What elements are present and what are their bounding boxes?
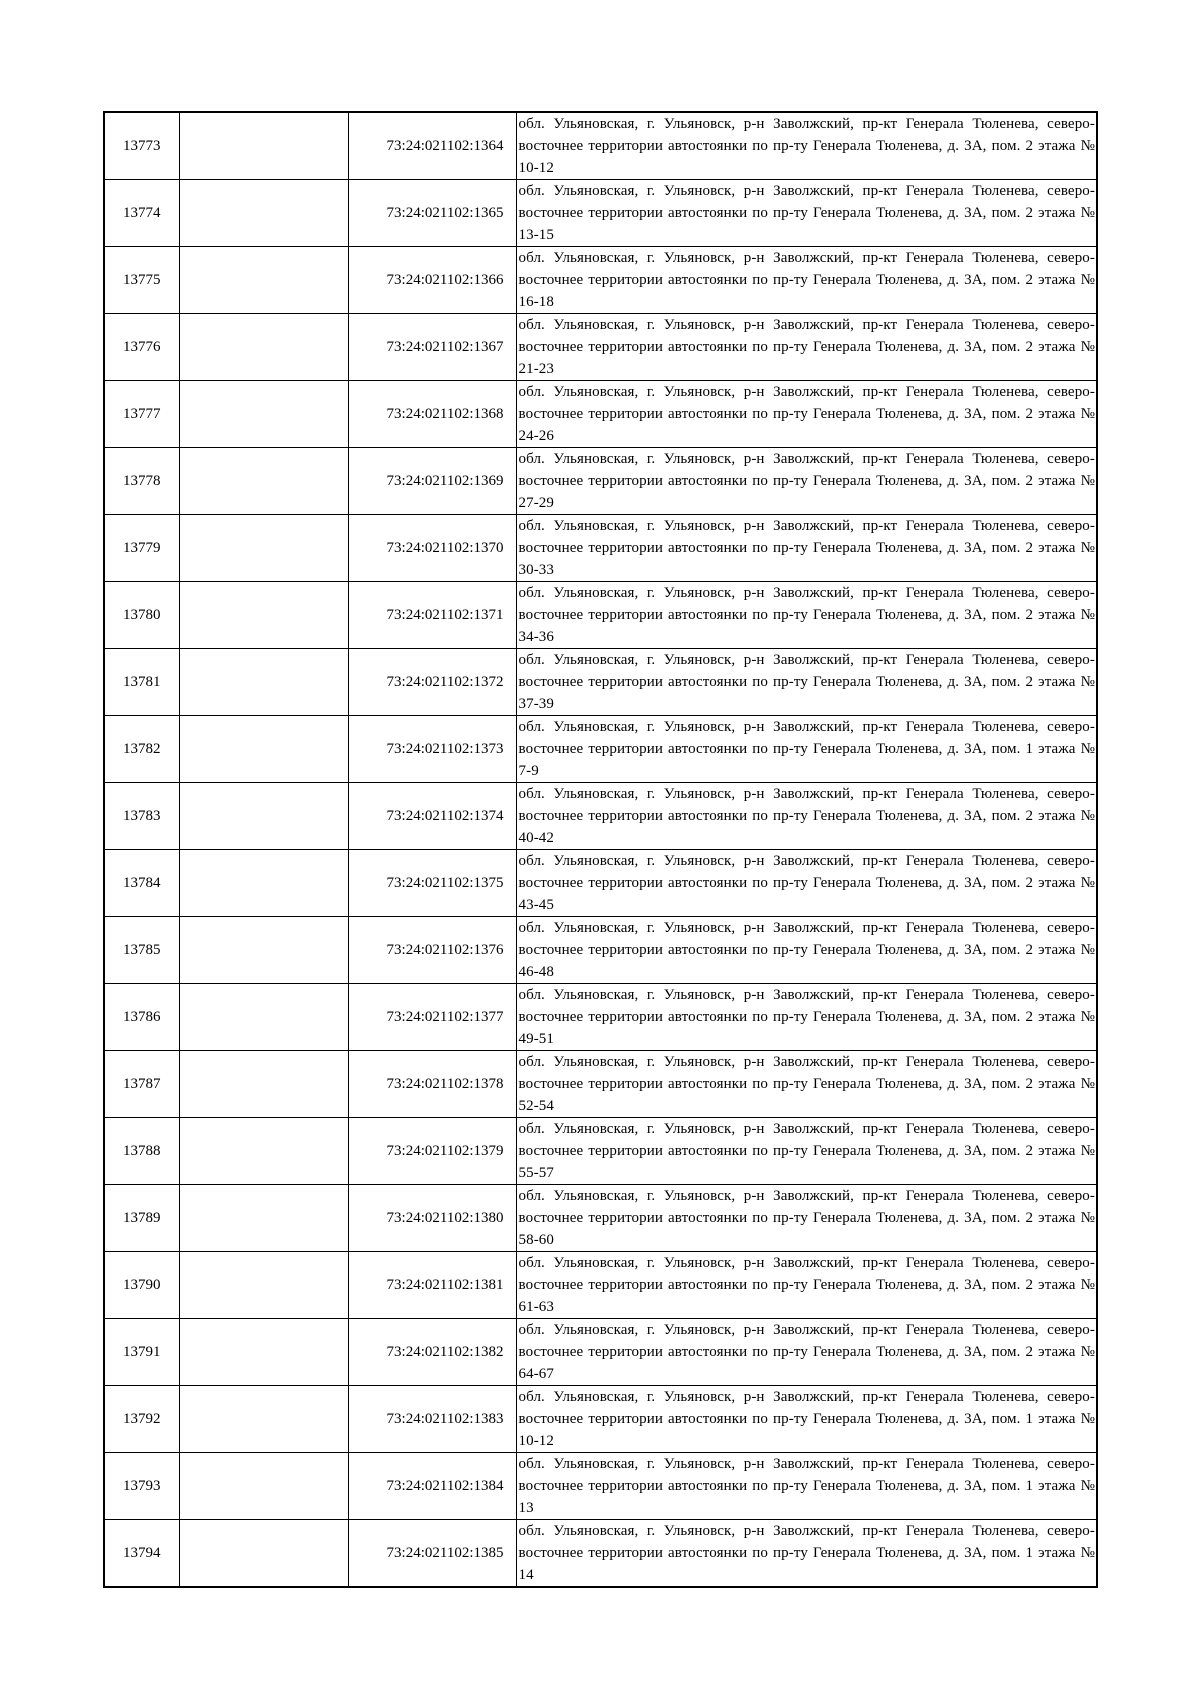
table-row [104,1453,1097,1520]
owner-cell [179,1185,348,1252]
owner-cell [179,984,348,1051]
address-cell [516,783,1097,850]
owner-cell [179,716,348,783]
owner-cell [179,1520,348,1588]
row-number: 13777 [104,381,179,448]
row-number: 13780 [104,582,179,649]
table-row [104,582,1097,649]
owner-cell [179,314,348,381]
row-number: 13788 [104,1118,179,1185]
table-row [104,180,1097,247]
cadastral-number: 73:24:021102:1384 [348,1453,516,1520]
table-row [104,850,1097,917]
address-text: обл. Ульяновская, г. Ульяновск, р-н Заволжский, пр-кт Генерала Тюленева, северо-восточнее территории автостоянки по пр-ту Генерала Тюленева, д. 3А, пом. 2 этажа № 10-12 [518,116,1095,176]
address-text: обл. Ульяновская, г. Ульяновск, р-н Заволжский, пр-кт Генерала Тюленева, северо-восточнее территории автостоянки по пр-ту Генерала Тюленева, д. 3А, пом. 2 этажа № 16-18 [518,250,1095,310]
cadastral-number: 73:24:021102:1368 [348,381,516,448]
table-row [104,1185,1097,1252]
address-cell [516,917,1097,984]
cadastral-number: 73:24:021102:1379 [348,1118,516,1185]
owner-cell [179,515,348,582]
address-text: обл. Ульяновская, г. Ульяновск, р-н Заволжский, пр-кт Генерала Тюленева, северо-восточнее территории автостоянки по пр-ту Генерала Тюленева, д. 3А, пом. 1 этажа № 13 [518,1456,1095,1516]
row-number: 13789 [104,1185,179,1252]
cadastral-number: 73:24:021102:1382 [348,1319,516,1386]
cadastral-number: 73:24:021102:1372 [348,649,516,716]
table-row [104,649,1097,716]
cadastral-number: 73:24:021102:1380 [348,1185,516,1252]
owner-cell [179,381,348,448]
address-cell [516,247,1097,314]
address-cell [516,1520,1097,1588]
row-number: 13779 [104,515,179,582]
address-text: обл. Ульяновская, г. Ульяновск, р-н Заволжский, пр-кт Генерала Тюленева, северо-восточнее территории автостоянки по пр-ту Генерала Тюленева, д. 3А, пом. 2 этажа № 64-67 [518,1322,1095,1382]
cadastral-number: 73:24:021102:1369 [348,448,516,515]
owner-cell [179,1118,348,1185]
address-text: обл. Ульяновская, г. Ульяновск, р-н Заволжский, пр-кт Генерала Тюленева, северо-восточнее территории автостоянки по пр-ту Генерала Тюленева, д. 3А, пом. 2 этажа № 46-48 [518,920,1095,980]
owner-cell [179,1386,348,1453]
row-number: 13783 [104,783,179,850]
address-text: обл. Ульяновская, г. Ульяновск, р-н Заволжский, пр-кт Генерала Тюленева, северо-восточнее территории автостоянки по пр-ту Генерала Тюленева, д. 3А, пом. 2 этажа № 34-36 [518,585,1095,645]
address-text: обл. Ульяновская, г. Ульяновск, р-н Заволжский, пр-кт Генерала Тюленева, северо-восточнее территории автостоянки по пр-ту Генерала Тюленева, д. 3А, пом. 2 этажа № 58-60 [518,1188,1095,1248]
owner-cell [179,112,348,180]
table-row [104,1319,1097,1386]
cadastral-number: 73:24:021102:1364 [348,112,516,180]
cadastral-number: 73:24:021102:1367 [348,314,516,381]
address-text: обл. Ульяновская, г. Ульяновск, р-н Заволжский, пр-кт Генерала Тюленева, северо-восточнее территории автостоянки по пр-ту Генерала Тюленева, д. 3А, пом. 2 этажа № 30-33 [518,518,1095,578]
owner-cell [179,1319,348,1386]
address-cell [516,314,1097,381]
address-cell [516,1051,1097,1118]
address-text: обл. Ульяновская, г. Ульяновск, р-н Заволжский, пр-кт Генерала Тюленева, северо-восточнее территории автостоянки по пр-ту Генерала Тюленева, д. 3А, пом. 2 этажа № 21-23 [518,317,1095,377]
row-number: 13790 [104,1252,179,1319]
owner-cell [179,1453,348,1520]
row-number: 13781 [104,649,179,716]
address-cell [516,582,1097,649]
row-number: 13793 [104,1453,179,1520]
owner-cell [179,582,348,649]
cadastral-number: 73:24:021102:1383 [348,1386,516,1453]
address-cell [516,180,1097,247]
table-row [104,716,1097,783]
address-cell [516,1319,1097,1386]
table-row [104,1252,1097,1319]
table-row [104,314,1097,381]
address-text: обл. Ульяновская, г. Ульяновск, р-н Заволжский, пр-кт Генерала Тюленева, северо-восточнее территории автостоянки по пр-ту Генерала Тюленева, д. 3А, пом. 2 этажа № 61-63 [518,1255,1095,1315]
table-row [104,1051,1097,1118]
address-text: обл. Ульяновская, г. Ульяновск, р-н Заволжский, пр-кт Генерала Тюленева, северо-восточнее территории автостоянки по пр-ту Генерала Тюленева, д. 3А, пом. 2 этажа № 40-42 [518,786,1095,846]
row-number: 13786 [104,984,179,1051]
cadastral-number: 73:24:021102:1378 [348,1051,516,1118]
registry-table-body [104,112,1097,1587]
row-number: 13794 [104,1520,179,1588]
row-number: 13774 [104,180,179,247]
table-row [104,783,1097,850]
address-cell [516,112,1097,180]
row-number: 13791 [104,1319,179,1386]
property-registry-table [103,111,1098,1588]
cadastral-number: 73:24:021102:1365 [348,180,516,247]
address-cell [516,381,1097,448]
row-number: 13792 [104,1386,179,1453]
row-number: 13784 [104,850,179,917]
owner-cell [179,448,348,515]
owner-cell [179,917,348,984]
address-cell [516,716,1097,783]
table-row [104,112,1097,180]
cadastral-number: 73:24:021102:1373 [348,716,516,783]
address-text: обл. Ульяновская, г. Ульяновск, р-н Заволжский, пр-кт Генерала Тюленева, северо-восточнее территории автостоянки по пр-ту Генерала Тюленева, д. 3А, пом. 1 этажа № 14 [518,1523,1095,1583]
address-cell [516,649,1097,716]
cadastral-number: 73:24:021102:1371 [348,582,516,649]
owner-cell [179,247,348,314]
cadastral-number: 73:24:021102:1381 [348,1252,516,1319]
cadastral-number: 73:24:021102:1377 [348,984,516,1051]
address-cell [516,448,1097,515]
table-row [104,1520,1097,1588]
address-text: обл. Ульяновская, г. Ульяновск, р-н Заволжский, пр-кт Генерала Тюленева, северо-восточнее территории автостоянки по пр-ту Генерала Тюленева, д. 3А, пом. 2 этажа № 55-57 [518,1121,1095,1181]
owner-cell [179,850,348,917]
address-cell [516,1185,1097,1252]
row-number: 13778 [104,448,179,515]
row-number: 13773 [104,112,179,180]
address-text: обл. Ульяновская, г. Ульяновск, р-н Заволжский, пр-кт Генерала Тюленева, северо-восточнее территории автостоянки по пр-ту Генерала Тюленева, д. 3А, пом. 2 этажа № 13-15 [518,183,1095,243]
table-row [104,448,1097,515]
cadastral-number: 73:24:021102:1385 [348,1520,516,1588]
cadastral-number: 73:24:021102:1374 [348,783,516,850]
owner-cell [179,783,348,850]
cadastral-number: 73:24:021102:1375 [348,850,516,917]
address-cell [516,984,1097,1051]
address-cell [516,850,1097,917]
table-row [104,1118,1097,1185]
cadastral-number: 73:24:021102:1370 [348,515,516,582]
owner-cell [179,180,348,247]
address-text: обл. Ульяновская, г. Ульяновск, р-н Заволжский, пр-кт Генерала Тюленева, северо-восточнее территории автостоянки по пр-ту Генерала Тюленева, д. 3А, пом. 2 этажа № 27-29 [518,451,1095,511]
address-text: обл. Ульяновская, г. Ульяновск, р-н Заволжский, пр-кт Генерала Тюленева, северо-восточнее территории автостоянки по пр-ту Генерала Тюленева, д. 3А, пом. 2 этажа № 52-54 [518,1054,1095,1114]
address-text: обл. Ульяновская, г. Ульяновск, р-н Заволжский, пр-кт Генерала Тюленева, северо-восточнее территории автостоянки по пр-ту Генерала Тюленева, д. 3А, пом. 2 этажа № 43-45 [518,853,1095,913]
row-number: 13776 [104,314,179,381]
table-row [104,247,1097,314]
cadastral-number: 73:24:021102:1376 [348,917,516,984]
table-row [104,984,1097,1051]
owner-cell [179,1051,348,1118]
owner-cell [179,1252,348,1319]
address-text: обл. Ульяновская, г. Ульяновск, р-н Заволжский, пр-кт Генерала Тюленева, северо-восточнее территории автостоянки по пр-ту Генерала Тюленева, д. 3А, пом. 2 этажа № 37-39 [518,652,1095,712]
table-row [104,515,1097,582]
row-number: 13787 [104,1051,179,1118]
address-cell [516,1118,1097,1185]
owner-cell [179,649,348,716]
address-cell [516,1252,1097,1319]
address-text: обл. Ульяновская, г. Ульяновск, р-н Заволжский, пр-кт Генерала Тюленева, северо-восточнее территории автостоянки по пр-ту Генерала Тюленева, д. 3А, пом. 2 этажа № 49-51 [518,987,1095,1047]
address-cell [516,515,1097,582]
cadastral-number: 73:24:021102:1366 [348,247,516,314]
address-text: обл. Ульяновская, г. Ульяновск, р-н Заволжский, пр-кт Генерала Тюленева, северо-восточнее территории автостоянки по пр-ту Генерала Тюленева, д. 3А, пом. 1 этажа № 7-9 [518,719,1095,779]
row-number: 13782 [104,716,179,783]
table-row [104,917,1097,984]
row-number: 13775 [104,247,179,314]
address-text: обл. Ульяновская, г. Ульяновск, р-н Заволжский, пр-кт Генерала Тюленева, северо-восточнее территории автостоянки по пр-ту Генерала Тюленева, д. 3А, пом. 1 этажа № 10-12 [518,1389,1095,1449]
address-cell [516,1453,1097,1520]
row-number: 13785 [104,917,179,984]
address-cell [516,1386,1097,1453]
table-row [104,1386,1097,1453]
table-row [104,381,1097,448]
address-text: обл. Ульяновская, г. Ульяновск, р-н Заволжский, пр-кт Генерала Тюленева, северо-восточнее территории автостоянки по пр-ту Генерала Тюленева, д. 3А, пом. 2 этажа № 24-26 [518,384,1095,444]
